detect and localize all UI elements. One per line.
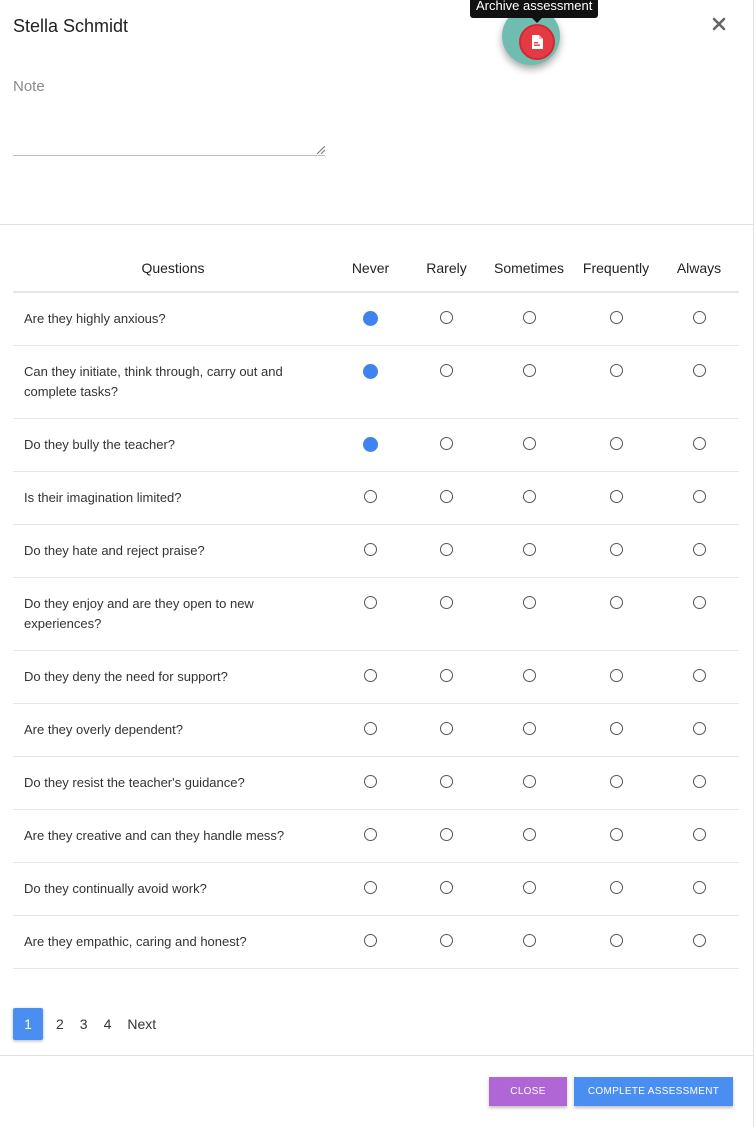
radio-sometimes[interactable] <box>523 722 536 735</box>
radio-sometimes[interactable] <box>523 828 536 841</box>
archive-document-icon <box>531 35 543 49</box>
option-cell <box>485 757 573 810</box>
table-row <box>13 419 739 472</box>
radio-always[interactable] <box>693 596 706 609</box>
table-row <box>13 292 739 346</box>
radio-frequently[interactable] <box>610 364 623 377</box>
question-text: Do they continually avoid work? <box>13 863 333 916</box>
option-cell <box>333 757 408 810</box>
radio-rarely[interactable] <box>440 364 453 377</box>
option-cell <box>573 704 659 757</box>
radio-always[interactable] <box>693 364 706 377</box>
resize-grip-icon[interactable] <box>316 146 325 154</box>
radio-sometimes[interactable] <box>523 543 536 556</box>
option-cell <box>333 472 408 525</box>
question-text: Do they bully the teacher? <box>13 419 333 472</box>
option-cell <box>659 419 739 472</box>
table-row <box>13 863 739 916</box>
radio-never[interactable] <box>364 543 377 556</box>
radio-never[interactable] <box>363 364 378 379</box>
option-cell <box>573 757 659 810</box>
note-textarea[interactable] <box>13 100 325 156</box>
radio-always[interactable] <box>693 543 706 556</box>
option-cell <box>408 810 485 863</box>
radio-never[interactable] <box>364 722 377 735</box>
option-cell <box>485 292 573 346</box>
radio-rarely[interactable] <box>440 775 453 788</box>
radio-never[interactable] <box>364 669 377 682</box>
radio-frequently[interactable] <box>610 596 623 609</box>
radio-sometimes[interactable] <box>523 881 536 894</box>
table-row <box>13 810 739 863</box>
radio-always[interactable] <box>693 437 706 450</box>
page-4-button[interactable]: 4 <box>103 1016 112 1032</box>
option-cell <box>573 419 659 472</box>
table-row <box>13 916 739 969</box>
option-cell <box>659 578 739 651</box>
tooltip-arrow <box>531 17 543 23</box>
radio-never[interactable] <box>363 311 378 326</box>
option-cell <box>659 472 739 525</box>
radio-rarely[interactable] <box>440 669 453 682</box>
radio-never[interactable] <box>364 828 377 841</box>
option-cell <box>659 916 739 969</box>
option-cell <box>573 651 659 704</box>
table-row <box>13 578 739 651</box>
option-cell <box>573 916 659 969</box>
column-header-always: Always <box>659 245 739 292</box>
radio-never[interactable] <box>364 490 377 503</box>
option-cell <box>485 916 573 969</box>
table-row <box>13 472 739 525</box>
table-row <box>13 651 739 704</box>
page-3-button[interactable]: 3 <box>79 1016 88 1032</box>
option-cell <box>485 578 573 651</box>
page-2-button[interactable]: 2 <box>56 1016 64 1032</box>
radio-frequently[interactable] <box>610 881 623 894</box>
column-header-sometimes: Sometimes <box>485 245 573 292</box>
table-row <box>13 757 739 810</box>
radio-rarely[interactable] <box>440 934 453 947</box>
option-cell <box>573 346 659 419</box>
option-cell <box>333 651 408 704</box>
radio-sometimes[interactable] <box>523 311 536 324</box>
radio-frequently[interactable] <box>610 934 623 947</box>
option-cell <box>333 704 408 757</box>
table-row <box>13 704 739 757</box>
radio-sometimes[interactable] <box>523 775 536 788</box>
option-cell <box>408 704 485 757</box>
student-name-title: Stella Schmidt <box>13 16 129 36</box>
option-cell <box>408 916 485 969</box>
option-cell <box>659 810 739 863</box>
radio-always[interactable] <box>693 311 706 324</box>
option-cell <box>408 525 485 578</box>
option-cell <box>333 810 408 863</box>
option-cell <box>659 757 739 810</box>
radio-never[interactable] <box>364 596 377 609</box>
option-cell <box>333 419 408 472</box>
radio-never[interactable] <box>364 775 377 788</box>
radio-sometimes[interactable] <box>523 490 536 503</box>
column-header-questions: Questions <box>13 245 333 292</box>
option-cell <box>573 578 659 651</box>
option-cell <box>408 292 485 346</box>
option-cell <box>573 525 659 578</box>
archive-assessment-button[interactable] <box>519 24 555 60</box>
radio-always[interactable] <box>693 490 706 503</box>
close-icon[interactable] <box>709 14 729 34</box>
column-header-frequently: Frequently <box>573 245 659 292</box>
next-page-button[interactable]: Next <box>127 1016 157 1032</box>
radio-rarely[interactable] <box>440 311 453 324</box>
radio-always[interactable] <box>693 828 706 841</box>
option-cell <box>408 578 485 651</box>
option-cell <box>573 810 659 863</box>
option-cell <box>485 346 573 419</box>
option-cell <box>485 472 573 525</box>
option-cell <box>573 292 659 346</box>
radio-never[interactable] <box>364 934 377 947</box>
option-cell <box>573 472 659 525</box>
question-text: Are they creative and can they handle mess? <box>13 810 333 863</box>
option-cell <box>408 346 485 419</box>
option-cell <box>659 292 739 346</box>
option-cell <box>659 651 739 704</box>
option-cell <box>408 472 485 525</box>
close-button[interactable]: CLOSE <box>489 1077 567 1106</box>
radio-sometimes[interactable] <box>523 596 536 609</box>
radio-rarely[interactable] <box>440 543 453 556</box>
radio-sometimes[interactable] <box>523 437 536 450</box>
radio-always[interactable] <box>693 722 706 735</box>
radio-frequently[interactable] <box>610 669 623 682</box>
footer-divider <box>0 1055 753 1056</box>
radio-frequently[interactable] <box>610 722 623 735</box>
option-cell <box>659 525 739 578</box>
option-cell <box>485 525 573 578</box>
radio-frequently[interactable] <box>610 828 623 841</box>
page-1-button[interactable]: 1 <box>13 1008 43 1040</box>
radio-frequently[interactable] <box>610 490 623 503</box>
option-cell <box>408 419 485 472</box>
radio-frequently[interactable] <box>610 543 623 556</box>
option-cell <box>573 863 659 916</box>
option-cell <box>333 863 408 916</box>
option-cell <box>408 757 485 810</box>
radio-always[interactable] <box>693 775 706 788</box>
option-cell <box>485 651 573 704</box>
radio-sometimes[interactable] <box>523 669 536 682</box>
radio-never[interactable] <box>364 881 377 894</box>
option-cell <box>659 704 739 757</box>
option-cell <box>659 346 739 419</box>
question-text: Do they hate and reject praise? <box>13 525 333 578</box>
option-cell <box>485 810 573 863</box>
question-text: Are they highly anxious? <box>13 292 333 346</box>
option-cell <box>333 525 408 578</box>
section-divider <box>0 224 753 225</box>
radio-frequently[interactable] <box>610 775 623 788</box>
radio-always[interactable] <box>693 669 706 682</box>
radio-rarely[interactable] <box>440 596 453 609</box>
question-text: Do they deny the need for support? <box>13 651 333 704</box>
radio-rarely[interactable] <box>440 722 453 735</box>
option-cell <box>333 578 408 651</box>
option-cell <box>408 863 485 916</box>
complete-assessment-button[interactable]: COMPLETE ASSESSMENT <box>574 1077 733 1106</box>
table-header-row <box>13 245 739 292</box>
radio-never[interactable] <box>363 437 378 452</box>
pagination <box>13 1008 164 1040</box>
radio-rarely[interactable] <box>440 490 453 503</box>
column-header-never: Never <box>333 245 408 292</box>
radio-rarely[interactable] <box>440 828 453 841</box>
table-row <box>13 525 739 578</box>
option-cell <box>333 292 408 346</box>
questions-body <box>13 292 739 969</box>
radio-frequently[interactable] <box>610 437 623 450</box>
option-cell <box>485 704 573 757</box>
radio-sometimes[interactable] <box>523 934 536 947</box>
radio-frequently[interactable] <box>610 311 623 324</box>
radio-sometimes[interactable] <box>523 364 536 377</box>
archive-tooltip: Archive assessment <box>470 0 598 18</box>
note-label: Note <box>13 78 45 95</box>
radio-always[interactable] <box>693 934 706 947</box>
question-text: Do they enjoy and are they open to new experiences? <box>13 578 333 651</box>
option-cell <box>485 419 573 472</box>
option-cell <box>408 651 485 704</box>
question-text: Can they initiate, think through, carry out and complete tasks? <box>13 346 333 419</box>
option-cell <box>333 346 408 419</box>
question-text: Is their imagination limited? <box>13 472 333 525</box>
radio-rarely[interactable] <box>440 881 453 894</box>
option-cell <box>333 916 408 969</box>
column-header-rarely: Rarely <box>408 245 485 292</box>
option-cell <box>485 863 573 916</box>
radio-rarely[interactable] <box>440 437 453 450</box>
question-text: Do they resist the teacher's guidance? <box>13 757 333 810</box>
option-cell <box>659 863 739 916</box>
questions-table <box>13 245 739 969</box>
radio-always[interactable] <box>693 881 706 894</box>
question-text: Are they overly dependent? <box>13 704 333 757</box>
table-row <box>13 346 739 419</box>
question-text: Are they empathic, caring and honest? <box>13 916 333 969</box>
